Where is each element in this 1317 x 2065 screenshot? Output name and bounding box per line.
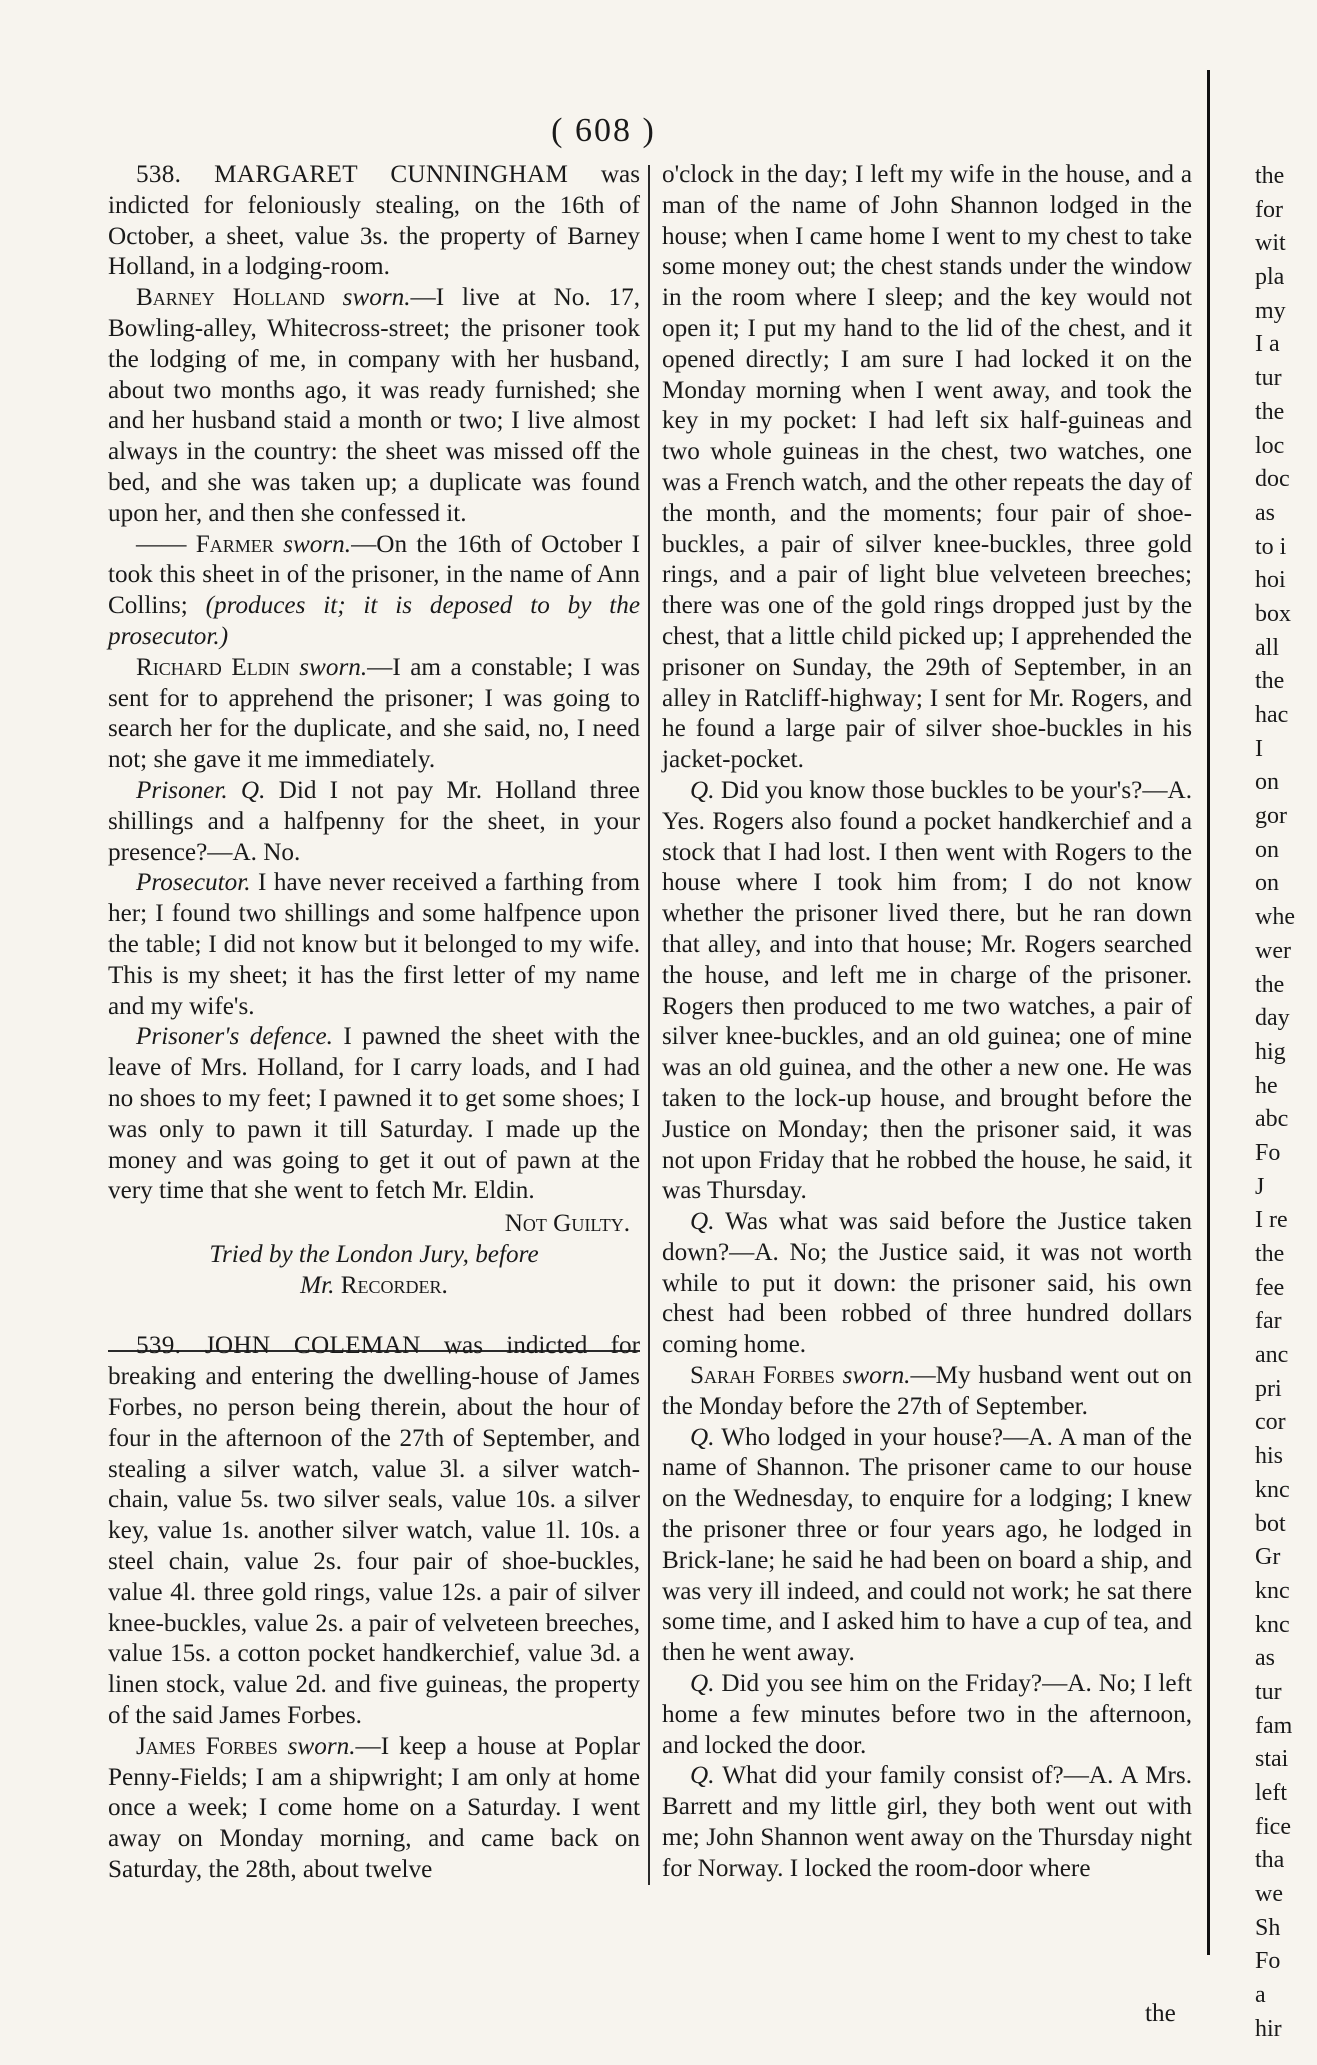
fragment-line: abc bbox=[1255, 1106, 1289, 1133]
fragment-line: tha bbox=[1255, 1847, 1285, 1874]
fragment-line: I a bbox=[1255, 331, 1280, 358]
page-number: ( 608 ) bbox=[551, 112, 656, 149]
fragment-line: hig bbox=[1255, 1038, 1286, 1065]
fragment-line: the bbox=[1255, 1241, 1285, 1267]
eldin-testimony: Richard Eldin sworn.—I am a constable; I was sent for to apprehend the prisoner; I was going to search her for the duplicate, and she said, no, I need not; she gave it me immediately. bbox=[108, 653, 640, 774]
fragment-line: the bbox=[1255, 668, 1285, 695]
fragment-line: his bbox=[1255, 1443, 1284, 1470]
fragment-line: bot bbox=[1255, 1510, 1286, 1537]
fragment-line: anc bbox=[1255, 1342, 1289, 1369]
fragment-line: we bbox=[1255, 1881, 1283, 1908]
fragment-line: I re bbox=[1255, 1207, 1288, 1234]
fragment-line: Gr bbox=[1255, 1544, 1281, 1571]
verdict: Not Guilty. bbox=[504, 1210, 630, 1238]
fragment-line: fee bbox=[1255, 1274, 1285, 1301]
fragment-line: wit bbox=[1255, 230, 1286, 257]
fragment-line: Sh bbox=[1255, 1914, 1281, 1941]
prisoner-defence: Prisoner's defence. I pawned the sheet with the leave of Mrs. Holland, for I carry loads, and I had no shoes to my feet; I pawned it to get some shoes; I was only to pawn it till Saturday. I made up the money and was going to get it out of pawn at the very time that she went to fetch Mr. Eldin. bbox=[108, 1023, 641, 1205]
fragment-line: tur bbox=[1255, 365, 1282, 392]
fragment-line: cor bbox=[1255, 1409, 1286, 1436]
fragment-line: pla bbox=[1255, 264, 1285, 291]
fragment-line: knc bbox=[1255, 1611, 1290, 1638]
fragment-line: hoi bbox=[1255, 567, 1286, 594]
fragment-line: knc bbox=[1255, 1476, 1290, 1503]
adjacent-page-fragment bbox=[1255, 160, 1317, 2047]
prosecutor-statement: Prosecutor. I have never received a farthing from her; I found two shillings and some halfpence upon the table; I did not know but it belonged to my wife. This is my sheet; it has the first letter of my name and my wife's. bbox=[108, 869, 640, 1020]
fragment-line: Fo bbox=[1255, 1139, 1281, 1166]
fragment-line: Fo bbox=[1255, 1948, 1281, 1975]
forbes-continued: o'clock in the day; I left my wife in the house, and a man of the name of John Shannon lodged in the house; when I came home I went to my chest to take some money out; the chest stands under the window in the room where I sleep; and the key would not open it; I put my hand to the lid of the chest, and it opened directly; I am sure I had locked it on the Monday morning when I went away, and took the key in my pocket: I had left six half-guineas and two whole guineas in the chest, two watches, one was a French watch, and the other repeats the day of the month, and the moments; four pair of shoe-buckles, a pair of silver knee-buckles, three gold rings, and a pair of light blue velveteen breeches; there was one of the gold rings dropped just by the chest, that a little child picked up; I apprehended the prisoner on Sunday, the 29th of September, in an alley in Ratcliff-highway; I sent for Mr. Rogers, and he found a large pair of silver shoe-buckles in his jacket-pocket. bbox=[662, 161, 1192, 774]
qa-justice: Q. Was what was said before the Justice taken down?—A. No; the Justice said, it was not worth while to put it down: the prisoner said, his own chest had been robbed of three hundred dollars coming home. bbox=[662, 1208, 1192, 1359]
fragment-line: whe bbox=[1255, 904, 1295, 931]
farmer-testimony: —— Farmer sworn.—On the 16th of October I took this sheet in of the prisoner, in the name of Ann Collins; (produces it; it is deposed to by the prosecutor.) bbox=[108, 530, 641, 650]
case-538-paragraph: 538. MARGARET CUNNINGHAM was indicted for feloniously stealing, on the 16th of October, a sheet, value 3s. the property of Barney Holland, in a lodging-room. bbox=[108, 161, 641, 281]
fragment-line: as bbox=[1255, 499, 1275, 526]
court-recorder: Mr. Recorder. bbox=[300, 1271, 448, 1299]
fragment-line: J bbox=[1255, 1173, 1265, 1200]
fragment-line: on bbox=[1255, 870, 1279, 897]
fragment-line: loc bbox=[1255, 432, 1285, 459]
qa-lodger: Q. Who lodged in your house?—A. A man of the name of Shannon. The prisoner came to our house on the Wednesday, to enquire for a lodging; I knew the prisoner three or four years ago, he lodged in Brick-lane; he said he had been on board a ship, and was very ill indeed, and could not work; he sat there some time, and I asked him to have a cup of tea, and then he went away. bbox=[662, 1423, 1192, 1667]
fragment-line: the bbox=[1255, 971, 1285, 998]
fragment-line: fice bbox=[1255, 1813, 1291, 1840]
fragment-line: tur bbox=[1255, 1678, 1282, 1705]
fragment-line: on bbox=[1255, 769, 1279, 796]
fragment-line: stai bbox=[1255, 1746, 1289, 1773]
fragment-line: far bbox=[1255, 1308, 1282, 1335]
fragment-line: the bbox=[1255, 398, 1285, 425]
case-gap bbox=[108, 1301, 640, 1331]
court-line: Tried by the London Jury, before bbox=[209, 1240, 539, 1268]
fragment-line: doc bbox=[1255, 466, 1290, 493]
fragment-line: all bbox=[1255, 634, 1279, 661]
sarah-forbes-testimony: Sarah Forbes sworn.—My husband went out on the Monday before the 27th of September. bbox=[662, 1362, 1192, 1420]
fragment-line: gor bbox=[1255, 803, 1287, 830]
fragment-line: pri bbox=[1255, 1375, 1282, 1402]
fragment-line: as bbox=[1255, 1645, 1275, 1672]
fragment-line: hir bbox=[1255, 2015, 1282, 2042]
fragment-line: left bbox=[1255, 1780, 1287, 1806]
fragment-line: day bbox=[1255, 1005, 1290, 1032]
fragment-line: fam bbox=[1255, 1712, 1293, 1739]
fragment-line: wer bbox=[1255, 937, 1291, 964]
forbes-testimony: James Forbes sworn.—I keep a house at Poplar Penny-Fields; I am a shipwright; I am only at home once a week; I come home on a Saturday. I went away on Monday morning, and came back on Saturday, the 28th, about twelve bbox=[108, 1732, 640, 1884]
qa-family: Q. What did your family consist of?—A. A Mrs. Barrett and my little girl, they both went out with me; John Shannon went away on the Thursday night for Norway. I locked the room-door where bbox=[662, 1762, 1192, 1882]
fragment-line: I bbox=[1255, 735, 1263, 762]
qa-buckles: Q. Did you know those buckles to be your's?—A. Yes. Rogers also found a pocket handkerchief and a stock that I had lost. I then went with Rogers to the house where I took him from; I do not know whether the prisoner lived there, but he ran down that alley, and into that house; Mr. Rogers searched the house, and left me in charge of the prisoner. Rogers then produced to me two watches, a pair of silver knee-buckles, and an old guinea; one of mine was an old guinea, and the other a new one. He was taken to the lock-up house, and brought before the Justice on Monday; then the prisoner said, it was not upon Friday that he robbed the house, he said, it was Thursday. bbox=[662, 776, 1192, 1205]
fragment-line: box bbox=[1255, 600, 1291, 627]
fragment-line: he bbox=[1255, 1072, 1278, 1099]
column-divider bbox=[648, 165, 650, 1885]
fragment-line: hac bbox=[1255, 702, 1289, 728]
right-column bbox=[662, 160, 1192, 1885]
holland-testimony: Barney Holland sworn.—I live at No. 17, Bowling-alley, Whitecross-street; the prisoner took the lodging of me, in company with her husband, about two months ago, it was ready furnished; she and her husband staid a month or two; I live almost always in the country: the sheet was missed off the bed, and she was taken up; a duplicate was found upon her, and then she confessed it. bbox=[108, 284, 640, 527]
catchword: the bbox=[1145, 2000, 1176, 2027]
fragment-line: to i bbox=[1255, 533, 1287, 560]
fragment-line: my bbox=[1255, 297, 1286, 324]
fragment-line: on bbox=[1255, 836, 1279, 863]
left-column bbox=[108, 160, 640, 1886]
prisoner-question: Prisoner. Q. Did I not pay Mr. Holland three shillings and a halfpenny for the sheet, in your presence?—A. No. bbox=[108, 776, 640, 866]
fragment-line: the bbox=[1255, 163, 1285, 189]
fragment-line: a bbox=[1255, 1982, 1266, 2009]
fragment-line: for bbox=[1255, 196, 1283, 223]
case-539-paragraph: 539. JOHN COLEMAN was indicted for breaking and entering the dwelling-house of James Forbes, no person being therein, about the hour of four in the afternoon of the 27th of September, and stealing a silver watch, value 3l. a silver watch-chain, value 5s. two silver seals, value 10s. a silver key, value 1s. another silver watch, value 1l. 10s. a steel chain, value 2s. four pair of shoe-buckles, value 4l. three gold rings, value 12s. a pair of silver knee-buckles, value 2s. a pair of velveteen breeches, value 15s. a cotton pocket handkerchief, value 3d. a linen stock, value 2d. and five guineas, the property of the said James Forbes. bbox=[108, 1332, 640, 1730]
qa-friday: Q. Did you see him on the Friday?—A. No; I left home a few minutes before two in the afternoon, and locked the door. bbox=[662, 1670, 1192, 1759]
fragment-line: knc bbox=[1255, 1577, 1290, 1604]
page-edge-bar bbox=[1207, 70, 1210, 1955]
